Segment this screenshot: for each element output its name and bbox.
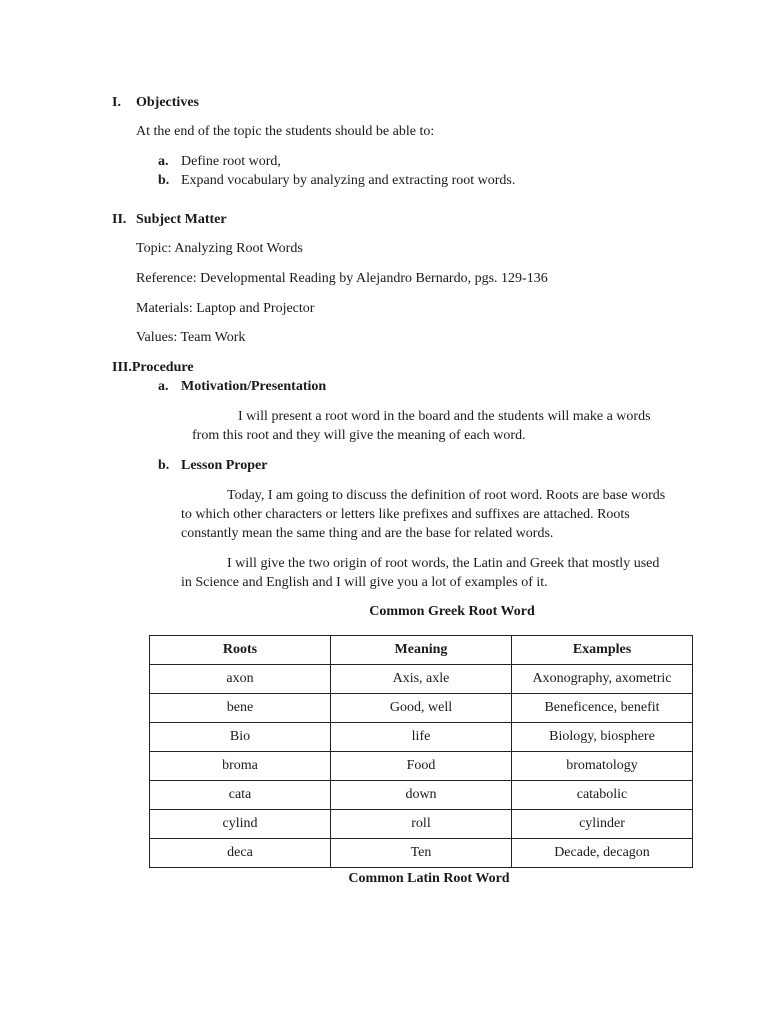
table-row	[150, 839, 693, 868]
table-row	[150, 665, 693, 694]
greek-root-table	[149, 635, 693, 868]
cell-examples: Beneficence, benefit	[512, 694, 693, 723]
lesson-paragraph-2	[181, 554, 667, 592]
cell-root: broma	[150, 752, 331, 781]
subject-reference: Reference: Developmental Reading by Alejandro Bernardo, pgs. 129-136	[136, 271, 548, 286]
lesson-paragraph-1	[181, 486, 667, 543]
objectives-numeral: I.	[112, 95, 121, 110]
cell-root: bene	[150, 694, 331, 723]
cell-examples: Biology, biosphere	[512, 723, 693, 752]
table-row	[150, 810, 693, 839]
header-roots: Roots	[150, 636, 331, 665]
lesson-heading: Lesson Proper	[181, 458, 268, 473]
subject-matter-numeral: II.	[112, 212, 127, 227]
motivation-paragraph	[192, 407, 680, 445]
subject-materials: Materials: Laptop and Projector	[136, 301, 315, 316]
table-row	[150, 694, 693, 723]
header-examples: Examples	[512, 636, 693, 665]
subject-values: Values: Team Work	[136, 330, 246, 345]
cell-meaning: Axis, axle	[331, 665, 512, 694]
header-meaning: Meaning	[331, 636, 512, 665]
table-header-row	[150, 636, 693, 665]
motivation-marker: a.	[158, 379, 169, 394]
cell-meaning: down	[331, 781, 512, 810]
subject-topic: Topic: Analyzing Root Words	[136, 241, 303, 256]
cell-meaning: Ten	[331, 839, 512, 868]
lesson-text-2: I will give the two origin of root words, the Latin and Greek that mostly used in Science and English and I will give you a lot of examples of it.	[181, 556, 660, 590]
table-row	[150, 723, 693, 752]
cell-meaning: life	[331, 723, 512, 752]
procedure-heading: III.Procedure	[112, 360, 194, 375]
cell-root: deca	[150, 839, 331, 868]
cell-meaning: roll	[331, 810, 512, 839]
motivation-heading: Motivation/Presentation	[181, 379, 327, 394]
objective-marker-b: b.	[158, 173, 170, 188]
cell-root: cata	[150, 781, 331, 810]
cell-examples: Decade, decagon	[512, 839, 693, 868]
lesson-marker: b.	[158, 458, 170, 473]
cell-root: Bio	[150, 723, 331, 752]
cell-examples: bromatology	[512, 752, 693, 781]
cell-meaning: Food	[331, 752, 512, 781]
cell-examples: Axonography, axometric	[512, 665, 693, 694]
cell-examples: catabolic	[512, 781, 693, 810]
objective-item-a: Define root word,	[181, 154, 281, 169]
lesson-text-1: Today, I am going to discuss the definition of root word. Roots are base words to which other characters or letters like prefixes and suffixes are attached. Roots constantly mean the same thing and are the base for related words.	[181, 488, 666, 541]
greek-table-title: Common Greek Root Word	[369, 604, 535, 619]
cell-examples: cylinder	[512, 810, 693, 839]
table-row	[150, 781, 693, 810]
objective-marker-a: a.	[158, 154, 169, 169]
cell-meaning: Good, well	[331, 694, 512, 723]
cell-root: axon	[150, 665, 331, 694]
latin-table-title: Common Latin Root Word	[348, 871, 510, 886]
objectives-intro: At the end of the topic the students should be able to:	[136, 124, 435, 139]
objective-item-b: Expand vocabulary by analyzing and extracting root words.	[181, 173, 516, 188]
subject-matter-heading: Subject Matter	[136, 212, 227, 227]
cell-root: cylind	[150, 810, 331, 839]
motivation-text: I will present a root word in the board and the students will make a words from this root and they will give the meaning of each word.	[192, 409, 651, 443]
table-row	[150, 752, 693, 781]
objectives-heading: Objectives	[136, 95, 199, 110]
